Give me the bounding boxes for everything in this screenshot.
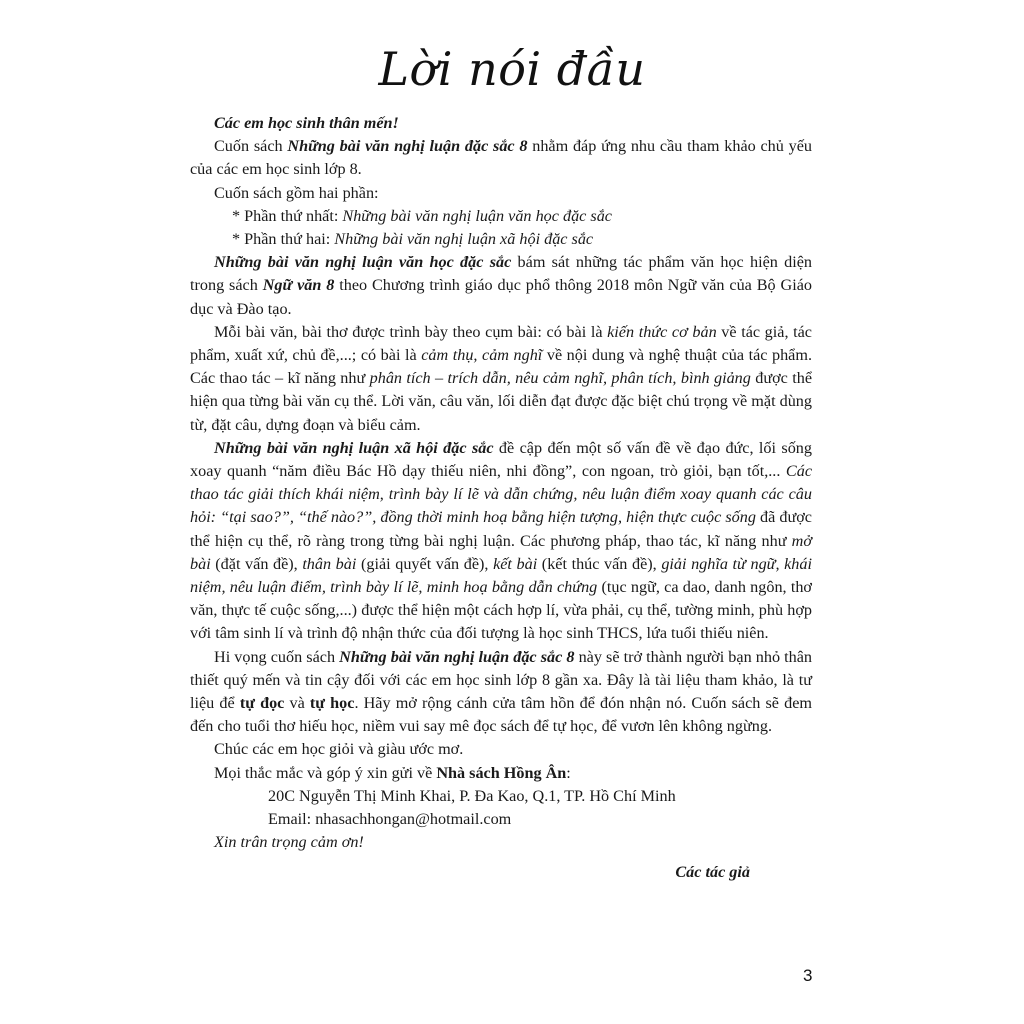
signature: Các tác giả — [675, 862, 750, 881]
list-item — [190, 205, 812, 228]
text-run: Hi vọng cuốn sách — [214, 647, 340, 666]
text-run: về tác giả, tác phẩm, xuất xứ, chủ đề,...; có bài là — [190, 322, 812, 365]
paragraph-structure — [190, 321, 812, 437]
text-run: về nội dung và nghệ thuật của tác phẩm. Các thao tác – kĩ năng như — [190, 346, 812, 388]
text-run: : — [566, 763, 571, 782]
paragraph-parts: Cuốn sách gồm hai phần: — [214, 183, 379, 202]
text-run: (kết thúc vấn đề), — [537, 554, 662, 573]
text-run: này sẽ trở thành người bạn nhỏ thân thiết quý mến và tin cậy đối với các em học sinh lớp 8 gần xa. Đây là tài liệu tham khảo, là tư liệu để — [190, 647, 813, 713]
paragraph-hope — [190, 646, 812, 739]
text-run: (tục ngữ, ca dao, danh ngôn, thơ văn, thực tế cuộc sống,...) được thể hiện một cách hợp lí, vừa phải, cụ thể, tường minh, phù hợp với tâm sinh lí và trình độ nhận thức của đối tượng là học sinh THCS, lứa tuổi thiếu niên. — [190, 578, 812, 643]
emphasis: thân bài — [302, 554, 357, 573]
greeting: Các em học sinh thân mến! — [214, 114, 399, 132]
text-run: bám sát những tác phẩm văn học hiện diện trong sách — [190, 253, 812, 295]
paragraph-contact — [190, 762, 812, 785]
text-run: Mọi thắc mắc và góp ý xin gửi về — [214, 763, 437, 782]
emphasis: giải nghĩa từ ngữ, khái niệm, nêu luận điểm, trình bày lí lẽ, minh hoạ bằng dẫn chứng — [190, 554, 812, 597]
book-title: Những bài văn nghị luận đặc sắc 8 — [287, 137, 528, 156]
book-title: Ngữ văn 8 — [262, 276, 335, 295]
part-title: Những bài văn nghị luận xã hội đặc sắc — [334, 230, 594, 249]
paragraph-social — [190, 437, 812, 646]
page-title: Lời nói đầu — [378, 42, 646, 96]
text-run: theo Chương trình giáo dục phổ thông 2018 môn Ngữ văn của Bộ Giáo dục và Đào tạo. — [190, 276, 812, 318]
book-title: Những bài văn nghị luận đặc sắc 8 — [339, 647, 575, 666]
address: 20C Nguyễn Thị Minh Khai, P. Đa Kao, Q.1, TP. Hồ Chí Minh — [268, 786, 676, 805]
foreword-body — [190, 112, 812, 884]
text-run: và — [284, 694, 310, 713]
emphasis-bold: tự học — [309, 694, 355, 713]
bullet-label: * Phần thứ hai: — [232, 230, 335, 249]
text-run: (giải quyết vấn đề), — [356, 554, 494, 573]
bullet-label: * Phần thứ nhất: — [232, 206, 343, 225]
text-run: Cuốn sách — [214, 137, 288, 156]
emphasis: phân tích – trích dẫn, nêu cảm nghĩ, phân tích, bình giảng — [369, 369, 751, 388]
page-number: 3 — [803, 966, 813, 985]
email: Email: nhasachhongan@hotmail.com — [268, 810, 512, 829]
text-run: nhằm đáp ứng nhu cầu tham khảo chủ yếu của các em học sinh lớp 8. — [190, 137, 813, 179]
text-run: (đặt vấn đề), — [210, 554, 303, 573]
emphasis: kiến thức cơ bản — [607, 322, 717, 341]
paragraph-wish: Chúc các em học giỏi và giàu ước mơ. — [214, 740, 464, 759]
emphasis-bold: tự đọc — [239, 694, 285, 713]
part-title: Những bài văn nghị luận văn học đặc sắc — [342, 206, 612, 225]
emphasis: Các thao tác giải thích khái niệm, trình bày lí lẽ và dẫn chứng, nêu luận điểm xoay quanh các câu hỏi: “tại sao?”, “thế nào?”, đồng thời minh hoạ bằng hiện tượng, hiện thực cuộc sống — [190, 462, 812, 527]
emphasis: cảm thụ, cảm nghĩ — [421, 346, 543, 365]
paragraph-literary — [190, 251, 812, 321]
emphasis: kết bài — [493, 554, 538, 573]
list-item — [190, 228, 812, 251]
text-run: . Hãy mở rộng cánh cửa tâm hồn để đón nhận nó. Cuốn sách sẽ đem đến cho tuổi thơ hiếu học, niềm vui say mê đọc sách để tự học, để vươn lên không ngừng. — [190, 694, 812, 736]
part-title: Những bài văn nghị luận văn học đặc sắc — [214, 253, 512, 272]
part-title: Những bài văn nghị luận xã hội đặc sắc — [214, 438, 494, 457]
text-run: đã được thể hiện cụ thể, rõ ràng trong từng bài nghị luận. Các phương pháp, thao tác, kĩ năng như — [190, 508, 812, 550]
thanks: Xin trân trọng cảm ơn! — [214, 833, 364, 852]
text-run: đề cập đến một số vấn đề về đạo đức, lối sống xoay quanh “năm điều Bác Hồ dạy thiếu niên, nhi đồng”, con ngoan, trò giỏi, bạn tốt,... — [190, 438, 812, 481]
emphasis: mở bài — [190, 531, 812, 573]
text-run: được thể hiện qua từng bài văn cụ thể. Lời văn, câu văn, lối diễn đạt được đặc biệt chú trọng về mặt dùng từ, đặt câu, dựng đoạn và biểu cảm. — [190, 369, 813, 434]
publisher-name: Nhà sách Hồng Ân — [436, 763, 567, 782]
text-run: Mỗi bài văn, bài thơ được trình bày theo cụm bài: có bài là — [214, 322, 608, 341]
paragraph-intro — [190, 135, 812, 181]
